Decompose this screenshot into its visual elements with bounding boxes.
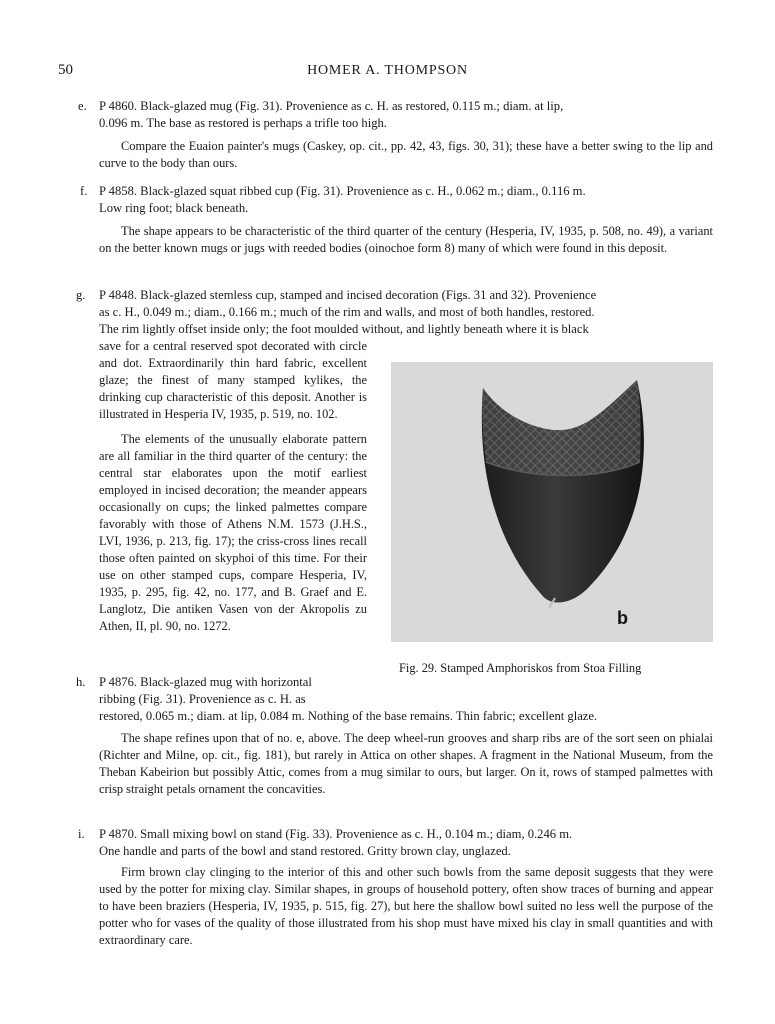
entry-h-comment: The shape refines upon that of no. e, above. The deep wheel-run grooves and sharp ribs are of the sort seen on phialai (Richter and Milne, op. cit., fig. 181), but rarely in Attica on other shapes. A fragment in the National Museum, from the Theban Kabeirion but possibly Attic, comes from a mug similar to ours, but larger. On it, rows of stamped palmettes with crisp straight petals ornament the concavities.	[99, 731, 713, 796]
entry-f-comment: The shape appears to be characteristic of the third quarter of the century (Hesperia, IV, 1935, p. 508, no. 49), a variant on the better known mugs or jugs with reeded bodies (oinochoe form 8) many of which were found in this deposit.	[99, 224, 713, 255]
entry-e-comment: Compare the Euaion painter's mugs (Caskey, op. cit., pp. 42, 43, figs. 30, 31); these have a better swing to the lip and curve to the body than ours.	[99, 139, 713, 170]
amphoriskos-photo	[391, 362, 713, 642]
entry-i-line2: One handle and parts of the bowl and stand restored. Gritty brown clay, unglazed.	[99, 844, 511, 858]
entry-e-line2: 0.096 m. The base as restored is perhaps a trifle too high.	[99, 116, 387, 130]
figure-caption: Fig. 29. Stamped Amphoriskos from Stoa Filling	[399, 661, 642, 675]
entry-e-line1: P 4860. Black-glazed mug (Fig. 31). Provenience as c. H. as restored, 0.115 m.; diam. at lip,	[99, 99, 564, 113]
entry-g-line3: The rim lightly offset inside only; the foot moulded without, and lightly beneath where it is black	[99, 322, 589, 336]
entry-g-column-para1: save for a central reserved spot decorated with circle and dot. Extraordinarily thin hard fabric, excellent glaze; the finest of many stamped kylikes, the drinking cup characteristic of this deposit. Another is illustrated in Hesperia IV, 1935, p. 519, no. 102.	[99, 339, 367, 421]
entry-letter-h: h.	[76, 675, 86, 689]
running-title: HOMER A. THOMPSON	[307, 63, 468, 78]
entry-g-line1: P 4848. Black-glazed stemless cup, stamped and incised decoration (Figs. 31 and 32). Provenience	[99, 288, 597, 302]
figure-panel-label: b	[617, 608, 628, 628]
entry-letter-f: f.	[80, 184, 88, 198]
entry-g-line2: as c. H., 0.049 m.; diam., 0.166 m.; much of the rim and walls, and most of both handles, restored.	[99, 305, 595, 319]
amphoriskos-vessel-image	[391, 362, 713, 642]
entry-letter-g: g.	[76, 288, 86, 302]
entry-i-line1: P 4870. Small mixing bowl on stand (Fig. 33). Provenience as c. H., 0.104 m.; diam, 0.246 m.	[99, 827, 573, 841]
entry-h-line1: P 4876. Black-glazed mug with horizontal	[99, 675, 312, 689]
entry-letter-i: i.	[78, 827, 85, 841]
entry-h-line2: ribbing (Fig. 31). Provenience as c. H. as	[99, 692, 306, 706]
entry-letter-e: e.	[78, 99, 87, 113]
entry-g-column-para2: The elements of the unusually elaborate pattern are all familiar in the third quarter of the century: the central star elaborates upon the motif earliest employed in incised decoration; the meander appears occasionally on cups; the linked palmettes compare favorably with those of Athens N.M. 1573 (J.H.S., LVI, 1936, p. 213, fig. 17); the criss-cross lines recall those often painted on skyphoi of this time. For their use on other stamped cups, compare Hesperia, IV, 1935, p. 295, fig. 42, no. 177, and B. Graef and E. Langlotz, Die antiken Vasen von der Akropolis zu Athen, II, pl. 90, no. 1272.	[99, 432, 367, 633]
page-number: 50	[58, 62, 73, 78]
entry-f-line2: Low ring foot; black beneath.	[99, 201, 249, 215]
entry-f-line1: P 4858. Black-glazed squat ribbed cup (Fig. 31). Provenience as c. H., 0.062 m.; diam., 0.116 m.	[99, 184, 586, 198]
entry-i-comment: Firm brown clay clinging to the interior of this and other such bowls from the same deposit suggests that they were used by the potter for mixing clay. Similar shapes, in groups of household pottery, often show traces of burning and appear to have been braziers (Hesperia, IV, 1935, p. 515, fig. 27), but here the shallow bowl suited no less well the purpose of the potter who for vases of the quality of those illustrated from his shop must have mixed his clay in small quantities and with extraordinary care.	[99, 865, 713, 947]
entry-h-line3: restored, 0.065 m.; diam. at lip, 0.084 m. Nothing of the base remains. Thin fabric; excellent glaze.	[99, 709, 598, 723]
